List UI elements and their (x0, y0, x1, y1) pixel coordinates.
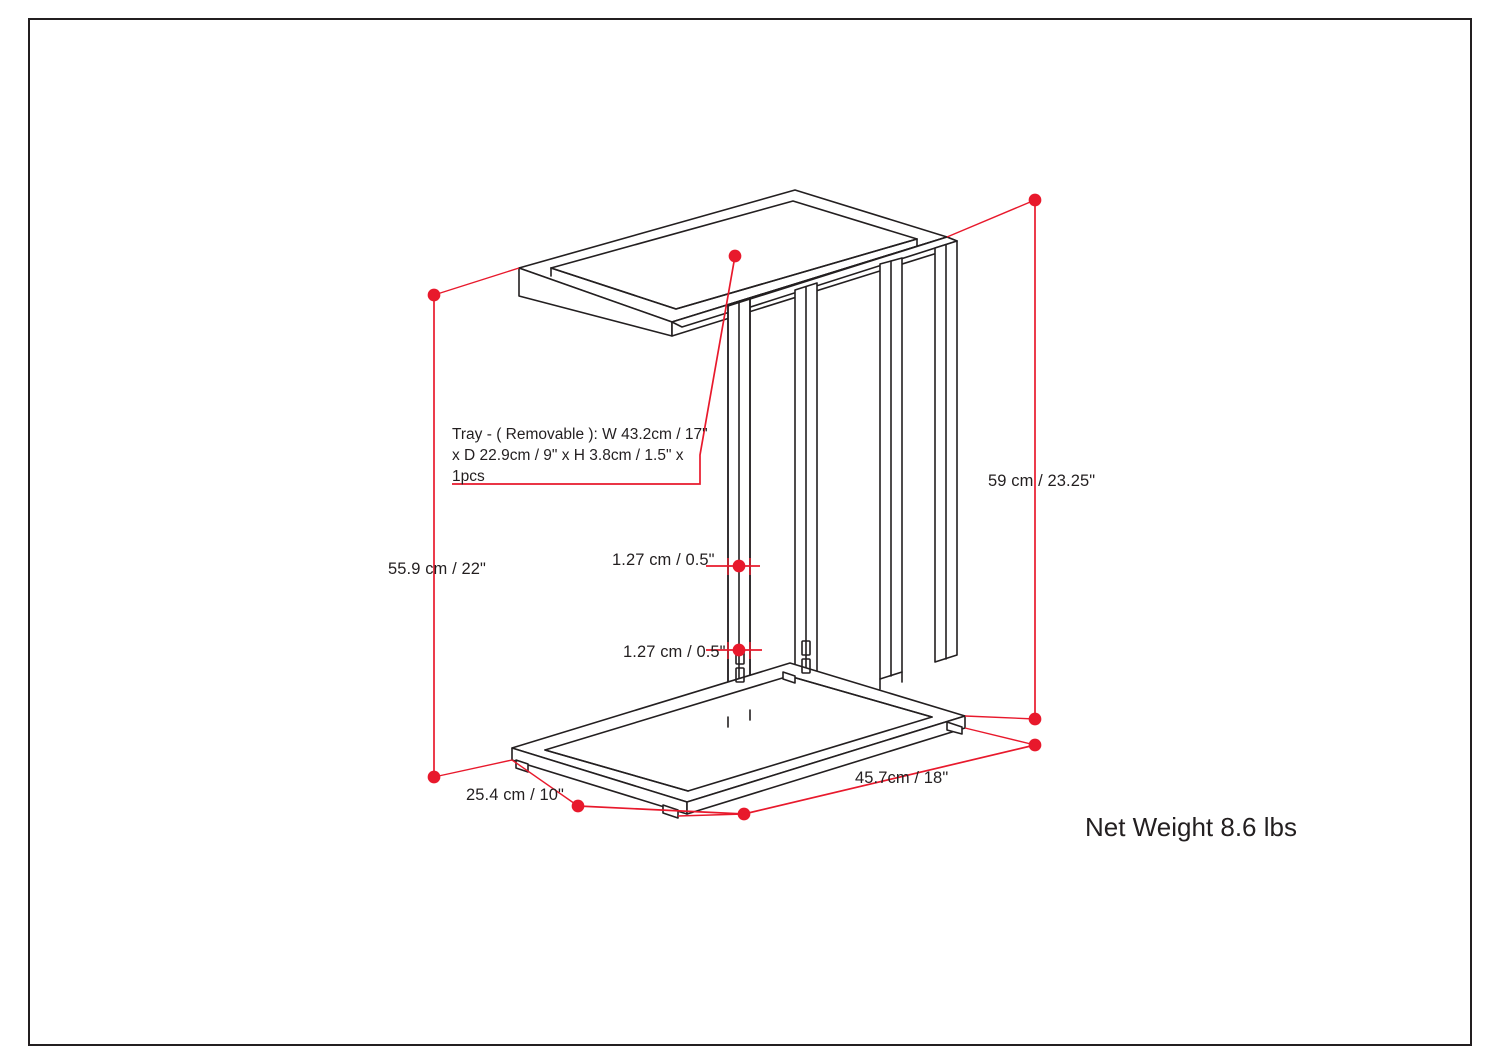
net-weight-label: Net Weight 8.6 lbs (1085, 812, 1297, 842)
dimension-label-thickness-upper: 1.27 cm / 0.5" (612, 551, 715, 569)
vertical-posts (728, 241, 957, 717)
tray-callout-line-2: x D 22.9cm / 9" x H 3.8cm / 1.5" x 1pcs (452, 447, 684, 485)
base-frame (512, 663, 965, 814)
dimline-depth (578, 806, 744, 814)
dimension-label-height-left: 55.9 cm / 22" (388, 560, 486, 578)
tray-callout-line-1: Tray - ( Removable ): W 43.2cm / 17" (452, 426, 708, 443)
dimension-label-width: 45.7cm / 18" (855, 769, 949, 787)
dimension-label-depth: 25.4 cm / 10" (466, 786, 564, 804)
dimension-label-height-right: 59 cm / 23.25" (988, 472, 1096, 490)
tray-callout-text (452, 424, 720, 487)
table-illustration (512, 190, 965, 818)
dimension-label-thickness-lower: 1.27 cm / 0.5" (623, 643, 726, 661)
